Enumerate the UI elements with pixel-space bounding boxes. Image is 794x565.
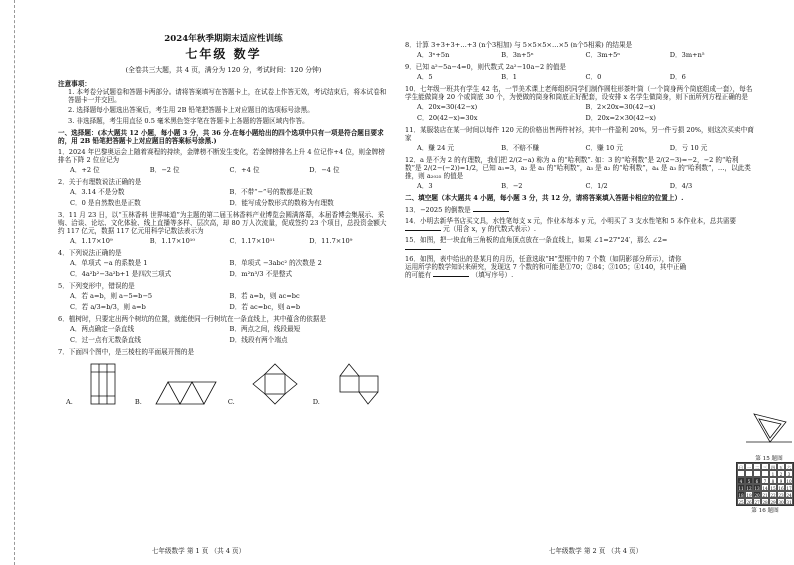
- exam-meta: (全卷共三大题，共 4 页，满分为 120 分，考试时间：120 分钟): [125, 66, 322, 75]
- triangle-ruler-figure: [744, 410, 794, 452]
- page-1-footer: 七年级数学 第 1 页 （共 4 页）: [151, 546, 246, 555]
- option-c: C．20(42−x)=30x: [417, 114, 478, 123]
- option-d: D．若 ac=bc，则 a=b: [229, 303, 301, 312]
- question-8-options: [405, 51, 754, 59]
- calendar-day-cell: 18: [738, 493, 744, 498]
- question-9: 9．已知 a²−5a−4=0，则代数式 2a²−10a−2 的值是: [405, 63, 567, 72]
- question-10: 10．七年级一班共有学生 42 名，一节美术课上老师组织同学们制作圆柱形茶叶筒（一个筒身两个筒底组成一套），每名学生能做筒身 20 个或筒底 30 个，为使做的筒身和筒底正好配套，设安排 x 名学生做筒身，则下面所列方程正确的是: [405, 85, 753, 102]
- option-d: D．20x=2×30(42−x): [585, 114, 656, 123]
- option-a: A．单项式 −a 的系数是 1: [70, 258, 148, 267]
- question-2: 2．关于有理数说法正确的是: [58, 177, 142, 186]
- calendar-day-cell: 30: [778, 500, 784, 505]
- question-12: 12．a 是不为 2 的有理数，我们把 2/(2−a) 称为 a 的“哈利数”. 如：3 的“哈利数”是 2/(2−3)=−2，−2 的“哈利数”是 2/(2−(−2))=1/2，已知 a₁=3，a₂ 是 a₁ 的“哈利数”，a₃ 是 a₂ 的“哈利数”，a₄ 是 a₃ 的“哈利数”，…，以此类推，则 a₂₀₂₅ 的值是: [405, 156, 751, 181]
- option-d-label: D.: [312, 398, 320, 407]
- calendar-day-cell: 20: [754, 493, 760, 498]
- option-b: B．1.17×10¹⁰: [149, 236, 196, 245]
- calendar-day-cell: 12: [746, 486, 752, 491]
- page-2: [397, 0, 794, 565]
- option-b: B．不带“−”号的数都是正数: [229, 187, 313, 196]
- question-15-text: 15．如图，把一块直角三角板的直角顶点放在一条直线上，如果 ∠1=27°24′，那么 ∠2=: [405, 235, 668, 244]
- question-4-options: [58, 259, 389, 278]
- option-a: A．3.14 不是分数: [70, 187, 125, 196]
- question-6: 6．植树时，只要定出两个树坑的位置，就能使同一行树坑在一条直线上，其中蕴含的依据是: [58, 315, 326, 324]
- calendar-day-cell: 28: [762, 500, 768, 505]
- option-c: C．1.17×10¹¹: [229, 236, 276, 245]
- option-a: A．赚 24 元: [417, 144, 455, 153]
- calendar-day-cell: 31: [786, 500, 792, 505]
- option-c: C．3m+5ⁿ: [585, 51, 621, 60]
- calendar-day-cell: 9: [777, 477, 785, 484]
- answer-blank: [473, 211, 509, 212]
- calendar-day-cell: 4: [737, 477, 745, 484]
- calendar-header-cell: 日: [738, 465, 744, 470]
- calendar-day-cell: 11: [738, 486, 744, 491]
- exam-title: 2024年秋季期期末适应性训练: [164, 34, 283, 44]
- section-2-heading: 二、填空题（本大题共 4 小题，每小题 3 分，共 12 分，请将答案填入答题卡相应的位置上）.: [405, 194, 684, 203]
- net-d-figure: [332, 362, 386, 406]
- option-b: B．若 a=b，则 ac=bc: [229, 292, 300, 301]
- option-c: C．+4 位: [229, 165, 260, 174]
- question-4: 4．下列说法正确的是: [58, 248, 122, 257]
- answer-blank: [405, 249, 441, 250]
- option-b: B．两点之间，线段最短: [229, 325, 301, 334]
- calendar-day-cell: 15: [770, 486, 776, 491]
- question-5-options: [58, 292, 389, 311]
- calendar-header-cell: 三: [762, 465, 768, 470]
- option-a: A．20x=30(42−x): [417, 103, 478, 112]
- exam-subtitle: 七年级 数学: [185, 47, 262, 62]
- section-1-heading: 一、选择题：(本大题共 12 小题，每小题 3 分，共 36 分.在每小题给出的四个选项中只有一项是符合题目要求的，用 2B 铅笔把答题卡上对应题目的答案标号涂黑.): [58, 128, 384, 145]
- page-1-content: [58, 34, 389, 406]
- figure-16-caption: 第 16 题图: [751, 508, 779, 514]
- option-a: A．1.17×10⁹: [70, 236, 113, 245]
- question-14-text: 14．小明去新华书店买文具，水性笔每支 x 元，作业本每本 y 元，小明买了 3 支水性笔和 5 本作业本，总共需要: [405, 216, 737, 225]
- question-14: [405, 217, 754, 233]
- notice-3: 3. 非选择题，考生用直径 0.5 毫米黑色签字笔在答题卡上各题的答题区域内作答。: [68, 116, 309, 125]
- calendar-day-cell: 7: [761, 477, 769, 484]
- net-b-figure: [154, 380, 218, 406]
- calendar-grid: [736, 462, 794, 506]
- question-15: [405, 236, 754, 252]
- option-c: C．4a²b²−3a²b+1 是四次三项式: [70, 269, 172, 278]
- calendar-day-cell: 24: [786, 493, 792, 498]
- question-3: 3．11 月 23 日，以“玉林香料 世界味道”为主题的第二届玉林香料产业博览会圆满落幕，本届香博会集展示、采购、洽谈、论坛、文化体验、线上直播等多样、层次高，却 80 万人次流量，促成签约 23 个项目，总投资金额大约 117 亿元，数据 117 亿元用科学记数法表示为: [58, 210, 387, 235]
- calendar-day-cell: 14: [762, 486, 768, 491]
- question-13-text: 13．−2025 的倒数是: [405, 205, 471, 214]
- option-b: B．不赔不赚: [501, 144, 540, 153]
- calendar-day-cell: 25: [738, 500, 744, 505]
- option-c: C．赚 10 元: [585, 144, 623, 153]
- question-5: 5．下列变形中，错误的是: [58, 282, 135, 291]
- calendar-day-cell: 5: [745, 477, 753, 484]
- calendar-day-cell: 1: [769, 470, 777, 477]
- calendar-header-cell: 四: [770, 465, 776, 470]
- binding-line: [0, 0, 15, 565]
- question-16-tail: （填写序号）.: [471, 270, 514, 279]
- calendar-day-cell: [761, 470, 769, 477]
- option-d: D．3m+n⁵: [669, 51, 705, 60]
- option-d: D．m²n³/3 不是整式: [229, 269, 293, 278]
- option-d: D．4/3: [669, 182, 693, 191]
- calendar-day-cell: 13: [754, 486, 760, 491]
- calendar-day-cell: 22: [770, 493, 776, 498]
- option-c: C．若 a/3=b/3，则 a=b: [70, 303, 146, 312]
- question-2-options: [58, 188, 389, 207]
- calendar-day-cell: [737, 470, 745, 477]
- calendar-day-cell: 21: [762, 493, 768, 498]
- figure-16: [736, 462, 794, 515]
- question-1-options: [58, 166, 389, 174]
- option-c-label: C.: [227, 398, 235, 407]
- calendar-day-cell: 26: [746, 500, 752, 505]
- notice-heading: 注意事项：: [58, 80, 91, 89]
- calendar-day-cell: [745, 470, 753, 477]
- question-9-options: [405, 73, 754, 81]
- option-b-label: B.: [134, 398, 142, 407]
- calendar-day-cell: 16: [778, 486, 784, 491]
- option-c: C．1/2: [585, 182, 608, 191]
- calendar-day-cell: 8: [769, 477, 777, 484]
- calendar-day-cell: 27: [754, 500, 760, 505]
- option-d: D．11.7×10⁹: [309, 236, 353, 245]
- option-a: A．3ⁿ+5n: [417, 51, 450, 60]
- question-7-figures: [58, 362, 389, 406]
- option-d: D．线段有两个端点: [229, 336, 288, 345]
- calendar-day-cell: 29: [770, 500, 776, 505]
- option-b: B．−2: [501, 182, 523, 191]
- question-7: 7．下面四个图中，是三棱柱的平面展开图的是: [58, 348, 195, 357]
- option-b: B．1: [501, 73, 517, 82]
- calendar-header-cell: 五: [778, 465, 784, 470]
- net-c-figure: [247, 362, 303, 406]
- question-16: [405, 255, 754, 279]
- calendar-day-cell: 17: [786, 486, 792, 491]
- calendar-header-cell: 二: [754, 465, 760, 470]
- option-d: D．能写成分数形式的数称为有理数: [229, 198, 334, 207]
- notice-2: 2. 选择题每小题选出答案后，考生用 2B 铅笔把答题卡上对应题目的选项标号涂黑。: [68, 106, 314, 115]
- option-c: C．0: [585, 73, 602, 82]
- question-1: 1．2024 年巴黎奥运会上随着赛程的持续，金牌榜不断发生变化，若金牌榜排名上升 4 位记作+4 位，则金牌榜排名下降 2 位应记为: [58, 147, 385, 164]
- calendar-day-cell: 2: [777, 470, 785, 477]
- figure-15-caption: 第 15 题图: [755, 456, 783, 463]
- calendar-header-cell: 六: [786, 465, 792, 470]
- calendar-header-cell: 一: [746, 465, 752, 470]
- option-d: D．−4 位: [309, 165, 340, 174]
- question-13: [405, 206, 754, 214]
- net-a-figure: [85, 362, 125, 406]
- option-a-label: A.: [66, 398, 73, 407]
- calendar-day-cell: 23: [778, 493, 784, 498]
- option-a: A．+2 位: [70, 165, 100, 174]
- calendar-day-cell: 6: [753, 477, 761, 484]
- question-11: 11．某服装店在某一时间以每件 120 元的价格出售两件衬衫，其中一件盈利 20%，另一件亏损 20%，则这次买卖中商家: [405, 126, 754, 143]
- figure-15: [744, 410, 794, 462]
- question-10-options: [405, 103, 754, 122]
- question-3-options: [58, 237, 389, 245]
- calendar-day-cell: 10: [786, 479, 792, 484]
- calendar-day-cell: 19: [746, 493, 752, 498]
- option-c: C．过一点有无数条直线: [70, 336, 141, 345]
- question-8: 8．计算 3+3+3+…+3 (n个3相加) 与 5×5×5×…×5 (n个5相乘) 的结果是: [405, 41, 633, 49]
- option-a: A．5: [417, 73, 433, 82]
- option-a: A．3: [417, 182, 433, 191]
- option-c: C．0 是自然数也是正数: [70, 198, 141, 207]
- question-16-text: 16．如图，表中给出的是某月的月历，任意选取“H”型框中的 7 个数（如阴影部分所示），请你运用所学的数学知识来研究，发现这 7 个数的和可能是①70；②84；③105；④140，其中正确的可能有: [405, 254, 687, 279]
- page-2-content: [405, 38, 754, 279]
- calendar-day-cell: [753, 470, 761, 477]
- option-a: A．若 a=b，则 a−5=b−5: [70, 292, 153, 301]
- question-6-options: [58, 325, 389, 344]
- option-d: D．亏 10 元: [669, 144, 708, 153]
- question-14-tail: 元（用含 x，y 的代数式表示）.: [443, 224, 536, 233]
- option-b: B．−2 位: [149, 165, 180, 174]
- page-2-footer: 七年级数学 第 2 页 （共 4 页）: [548, 546, 643, 555]
- option-b: B．2×20x=30(42−x): [585, 103, 656, 112]
- calendar-day-cell: 3: [785, 470, 793, 477]
- question-11-options: [405, 144, 754, 152]
- option-b: B．3n+5ⁿ: [501, 51, 534, 60]
- option-a: A．两点确定一条直线: [70, 325, 135, 334]
- notice-1: 1. 本考卷分试题卷和答题卡两部分。请将答案填写在答题卡上，在试卷上作答无效，考试结束后，将本试卷和答题卡一并交回。: [68, 88, 387, 105]
- option-d: D．6: [669, 73, 686, 82]
- answer-blank: [405, 230, 441, 231]
- answer-blank: [433, 276, 469, 277]
- question-12-options: [405, 182, 754, 190]
- option-b: B．单项式 −3abc² 的次数是 2: [229, 258, 322, 267]
